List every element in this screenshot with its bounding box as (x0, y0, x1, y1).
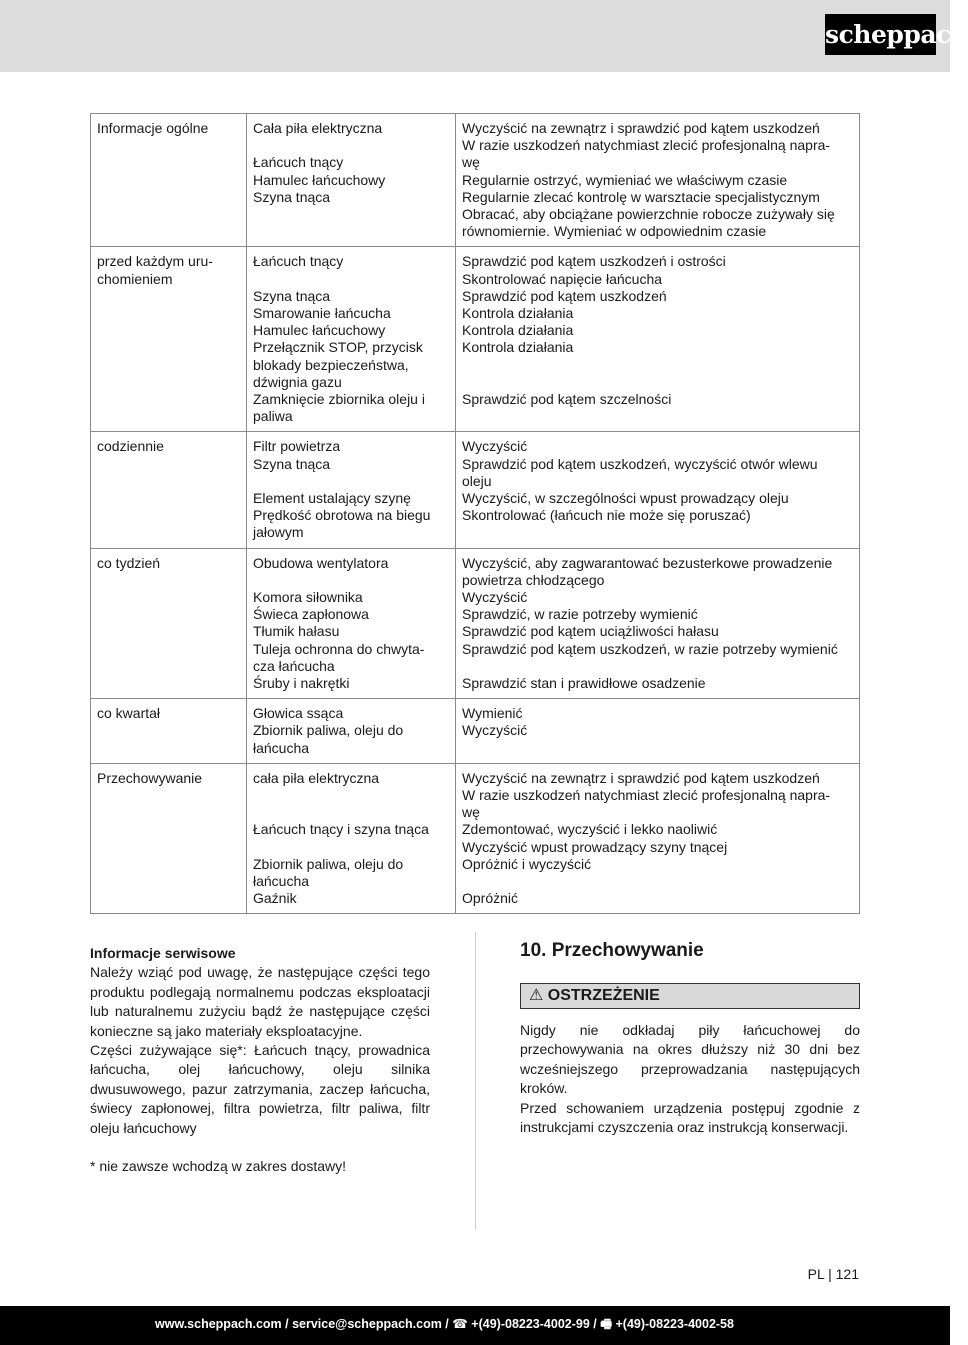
part-item (253, 839, 449, 856)
part-item (253, 473, 449, 490)
part-item: Obudowa wentylatora (253, 554, 389, 571)
page-number: PL | 121 (807, 1266, 859, 1282)
action-item: Wyczyścić (462, 722, 528, 739)
action-item: Sprawdzić, w razie potrzeby wymienić (462, 606, 698, 623)
action-item: Wyczyścić (462, 589, 528, 606)
interval-label: codziennie (97, 438, 164, 455)
action-item: powietrza chłodzącego (462, 571, 605, 588)
parts-cell (247, 247, 456, 432)
action-item: Sprawdzić pod kątem szczelności (462, 391, 672, 408)
part-item: Element ustalający szynę (253, 490, 411, 507)
action-item: Sprawdzić pod kątem uszkodzeń (462, 287, 667, 304)
parts-cell (247, 114, 456, 247)
part-item: Świeca zapłonowa (253, 606, 369, 623)
action-item: Kontrola działania (462, 339, 574, 356)
part-item: Łańcuch tnący i szyna tnąca (253, 821, 429, 838)
scheppach-logo: scheppach (825, 14, 936, 55)
action-item: Sprawdzić pod kątem uszkodzeń, w razie potrzeby wymienić (462, 640, 838, 657)
interval-label: Informacje ogólne (97, 120, 209, 136)
part-item: Smarowanie łańcucha (253, 305, 391, 322)
footer-bar (0, 1306, 950, 1345)
table-row (91, 114, 860, 247)
action-item: wę (462, 804, 480, 821)
table-row (91, 763, 860, 914)
interval-cell (91, 247, 247, 432)
part-item: Hamulec łańcuchowy (253, 171, 386, 188)
table-row (91, 548, 860, 699)
actions-cell (456, 548, 860, 699)
actions-cell (456, 699, 860, 764)
action-item: Sprawdzić pod kątem uszkodzeń, wyczyścić otwór wlewu (462, 455, 818, 472)
action-item: Sprawdzić pod kątem uciążliwości hałasu (462, 623, 719, 640)
part-item: Głowica ssąca (253, 705, 344, 722)
action-item: Opróżnić i wyczyścić (462, 855, 592, 872)
action-item: Kontrola działania (462, 305, 574, 322)
interval-cell (91, 432, 247, 548)
action-item: równomiernie. Wymieniać w odpowiednim czasie (462, 223, 767, 240)
interval-label: przed każdym uru- (97, 253, 213, 270)
action-item: Wyczyścić wpust prowadzący szyny tnącej (462, 838, 728, 855)
column-divider (475, 932, 476, 1230)
actions-cell (456, 114, 860, 247)
storage-paragraph-2: Przed schowaniem urządzenia postępuj zgodnie z instrukcjami czyszczenia oraz instrukcją konserwacji. (520, 1099, 860, 1136)
action-item: Skontrolować (łańcuch nie może się poruszać) (462, 507, 751, 524)
action-item: W razie uszkodzeń natychmiast zlecić profesjonalną napra- (462, 787, 831, 804)
part-item: cza łańcucha (253, 657, 335, 674)
service-info-text: Należy wziąć pod uwagę, że następujące części tego produktu podlegają normalnemu podczas eksploatacji lub naturalnemu zużyciu bądź że następujące części konieczne są jako materiały eksploatacyjne. (90, 964, 430, 1039)
part-item: Szyna tnąca (253, 287, 331, 304)
maintenance-table (90, 113, 860, 914)
part-item: łańcucha (253, 873, 310, 890)
actions-cell (456, 247, 860, 432)
action-item: Wymienić (462, 705, 523, 722)
storage-paragraph-1: Nigdy nie odkładaj piły łańcuchowej do przechowywania na okres dłuższy niż 30 dni bez wcześniejszego przeprowadzania następujących kroków. (520, 1022, 860, 1097)
action-item: Obracać, aby obciążane powierzchnie robocze zużywały się (462, 206, 835, 223)
action-item: Zdemontować, wyczyścić i lekko naoliwić (462, 821, 718, 838)
part-item: Zbiornik paliwa, oleju do (253, 722, 404, 739)
action-item: Regularnie ostrzyć, wymieniać we właściwym czasie (462, 171, 788, 188)
part-item: Szyna tnąca (253, 188, 331, 205)
part-item: Komora siłownika (253, 589, 363, 606)
interval-cell (91, 548, 247, 699)
action-item: Wyczyścić, aby zagwarantować bezusterkowe prowadzenie (462, 554, 833, 571)
actions-cell (456, 432, 860, 548)
interval-label: chomieniem (97, 270, 173, 287)
action-item (462, 658, 853, 675)
action-item (462, 873, 853, 890)
action-item (462, 374, 853, 391)
part-item: Śruby i nakrętki (253, 675, 350, 692)
part-item: jałowym (253, 524, 304, 541)
parts-cell (247, 432, 456, 548)
interval-cell (91, 114, 247, 247)
storage-section (520, 938, 860, 1137)
part-item (253, 271, 449, 288)
action-item (462, 357, 853, 374)
part-item: Prędkość obrotowa na biegu (253, 507, 431, 524)
storage-title: 10. Przechowywanie (520, 940, 704, 961)
part-item: Zbiornik paliwa, oleju do (253, 855, 404, 872)
table-row (91, 699, 860, 764)
interval-label: Przechowywanie (97, 769, 203, 786)
table-row (91, 432, 860, 548)
parts-cell (247, 699, 456, 764)
parts-cell (247, 763, 456, 914)
action-item: Kontrola działania (462, 322, 574, 339)
action-item: Opróżnić (462, 890, 519, 907)
service-info-section (90, 944, 430, 1176)
warning-box: ⚠ OSTRZEŻENIE (520, 983, 860, 1009)
footer-contact: www.scheppach.com / service@scheppach.com / ☎ +(49)-08223-4002-99 / 🖷 +(49)-08223-4002-58 (155, 1317, 734, 1331)
interval-cell (91, 699, 247, 764)
actions-cell (456, 763, 860, 914)
action-item: Sprawdzić stan i prawidłowe osadzenie (462, 675, 706, 692)
service-info-heading: Informacje serwisowe (90, 945, 236, 961)
part-item: Szyna tnąca (253, 455, 331, 472)
part-item: blokady bezpieczeństwa, (253, 356, 409, 373)
action-item: Wyczyścić na zewnątrz i sprawdzić pod kątem uszkodzeń (462, 120, 820, 136)
interval-cell (91, 763, 247, 914)
part-item: cała piła elektryczna (253, 769, 380, 786)
part-item (253, 572, 449, 589)
action-item: Wyczyścić, w szczególności wpust prowadzący oleju (462, 490, 789, 507)
part-item: Łańcuch tnący (253, 253, 344, 270)
action-item: W razie uszkodzeń natychmiast zlecić profesjonalną napra- (462, 137, 831, 154)
part-item (253, 787, 449, 804)
interval-label: co tydzień (97, 554, 161, 571)
wear-parts-text: Części zużywające się*: Łańcuch tnący, prowadnica łańcucha, olej łańcuchowy, oleju silnika dwusuwowego, pazur zatrzymania, zaczep łańcucha, świecy zapłonowej, filtra powietrza, filtr paliwa, filtr oleju łańcuchowy (90, 1042, 430, 1136)
action-item: oleju (462, 472, 492, 489)
part-item: Hamulec łańcuchowy (253, 322, 386, 339)
action-item: wę (462, 154, 480, 171)
part-item: Tuleja ochronna do chwyta- (253, 640, 425, 657)
header-bar (0, 0, 968, 72)
part-item: Zamknięcie zbiornika oleju i (253, 391, 425, 408)
part-item: łańcucha (253, 739, 310, 756)
part-item: Tłumik hałasu (253, 623, 340, 640)
part-item (253, 137, 449, 154)
part-item: Przełącznik STOP, przycisk (253, 339, 423, 356)
delivery-note: * nie zawsze wchodzą w zakres dostawy! (90, 1158, 346, 1175)
parts-cell (247, 548, 456, 699)
part-item: paliwa (253, 408, 293, 425)
table-row (91, 247, 860, 432)
interval-label: co kwartał (97, 705, 161, 722)
action-item: Regularnie zlecać kontrolę w warsztacie specjalistycznym (462, 188, 820, 205)
action-item: Wyczyścić (462, 438, 528, 455)
action-item: Sprawdzić pod kątem uszkodzeń i ostrości (462, 253, 726, 270)
part-item: Cała piła elektryczna (253, 120, 383, 136)
action-item: Skontrolować napięcie łańcucha (462, 270, 663, 287)
part-item: Łańcuch tnący (253, 154, 344, 171)
part-item (253, 804, 449, 821)
part-item: Gaźnik (253, 890, 297, 907)
part-item: Filtr powietrza (253, 438, 341, 455)
part-item: dźwignia gazu (253, 373, 342, 390)
action-item: Wyczyścić na zewnątrz i sprawdzić pod kątem uszkodzeń (462, 769, 820, 786)
